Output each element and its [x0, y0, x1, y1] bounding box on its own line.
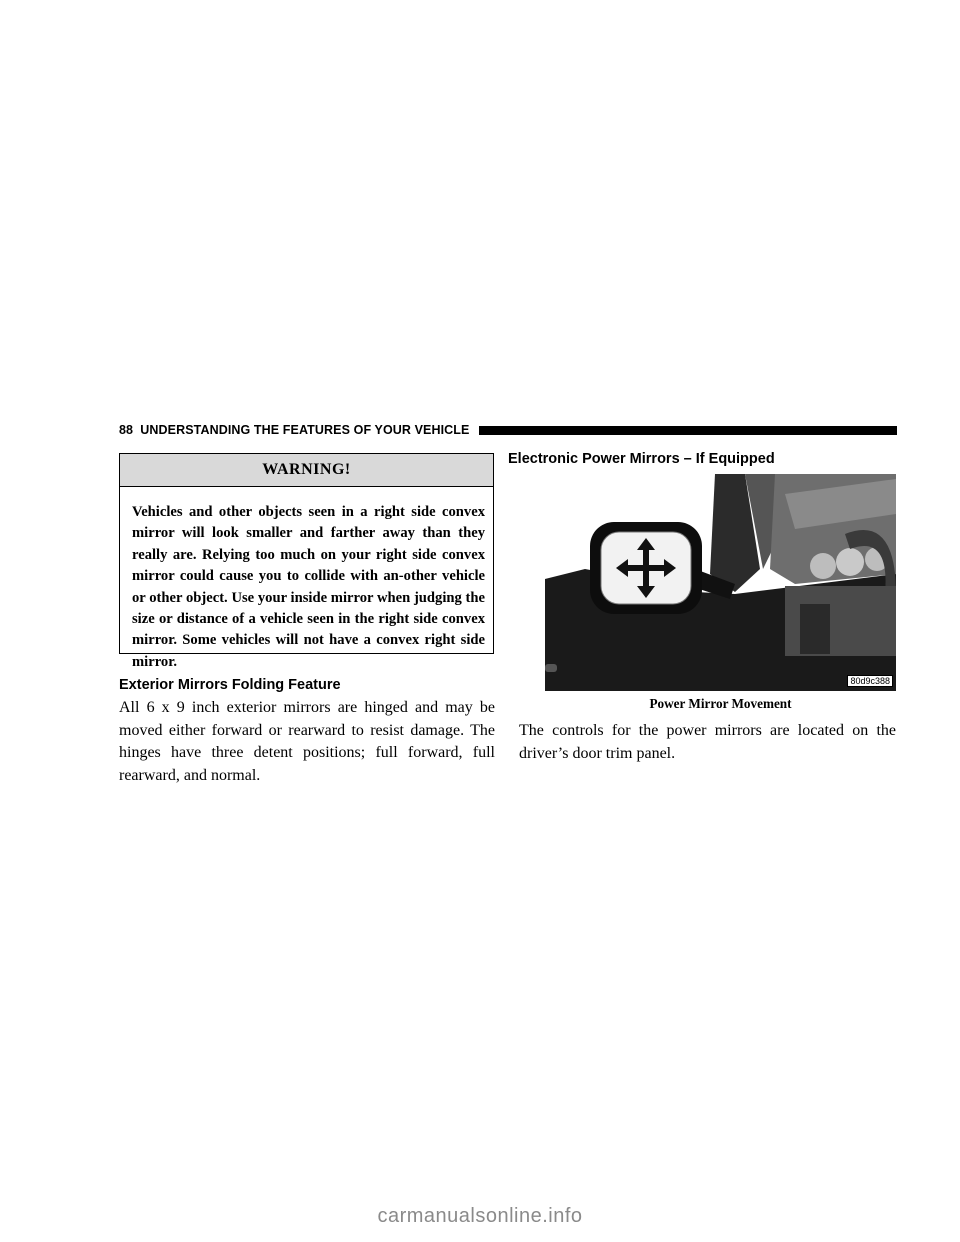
figure-code: 80d9c388	[847, 675, 893, 687]
power-mirrors-body: The controls for the power mirrors are located on the driver’s door trim panel.	[519, 722, 896, 762]
folding-body: All 6 x 9 inch exterior mirrors are hinged and may be moved either forward or rearward to resist damage. The hinges have three detent positions; full forward, full rearward, and normal.	[119, 699, 495, 784]
page-header	[119, 423, 897, 437]
figure-caption: Power Mirror Movement	[649, 696, 792, 711]
warning-text: Vehicles and other objects seen in a right side convex mirror will look smaller and farther away than they really are. Relying too much on your right side convex mirror could cause you to collide with an-other vehicle or other object. Use your inside mirror when judging the size or distance of a vehicle seen in the right side convex mirror. Some vehicles will not have a convex right side mirror.	[132, 504, 485, 670]
warning-box	[119, 453, 494, 670]
mirror-illustration	[545, 474, 896, 691]
header-rule	[479, 426, 897, 435]
power-mirror-figure	[545, 474, 896, 691]
page-number: 88	[119, 423, 134, 437]
warning-title: WARNING!	[120, 454, 493, 487]
header-title: UNDERSTANDING THE FEATURES OF YOUR VEHICLE	[140, 423, 470, 437]
page-header-text	[119, 423, 469, 437]
power-mirrors-heading: Electronic Power Mirrors – If Equipped	[508, 451, 775, 467]
folding-heading: Exterior Mirrors Folding Feature	[119, 677, 341, 693]
watermark: carmanualsonline.info	[377, 1205, 583, 1227]
